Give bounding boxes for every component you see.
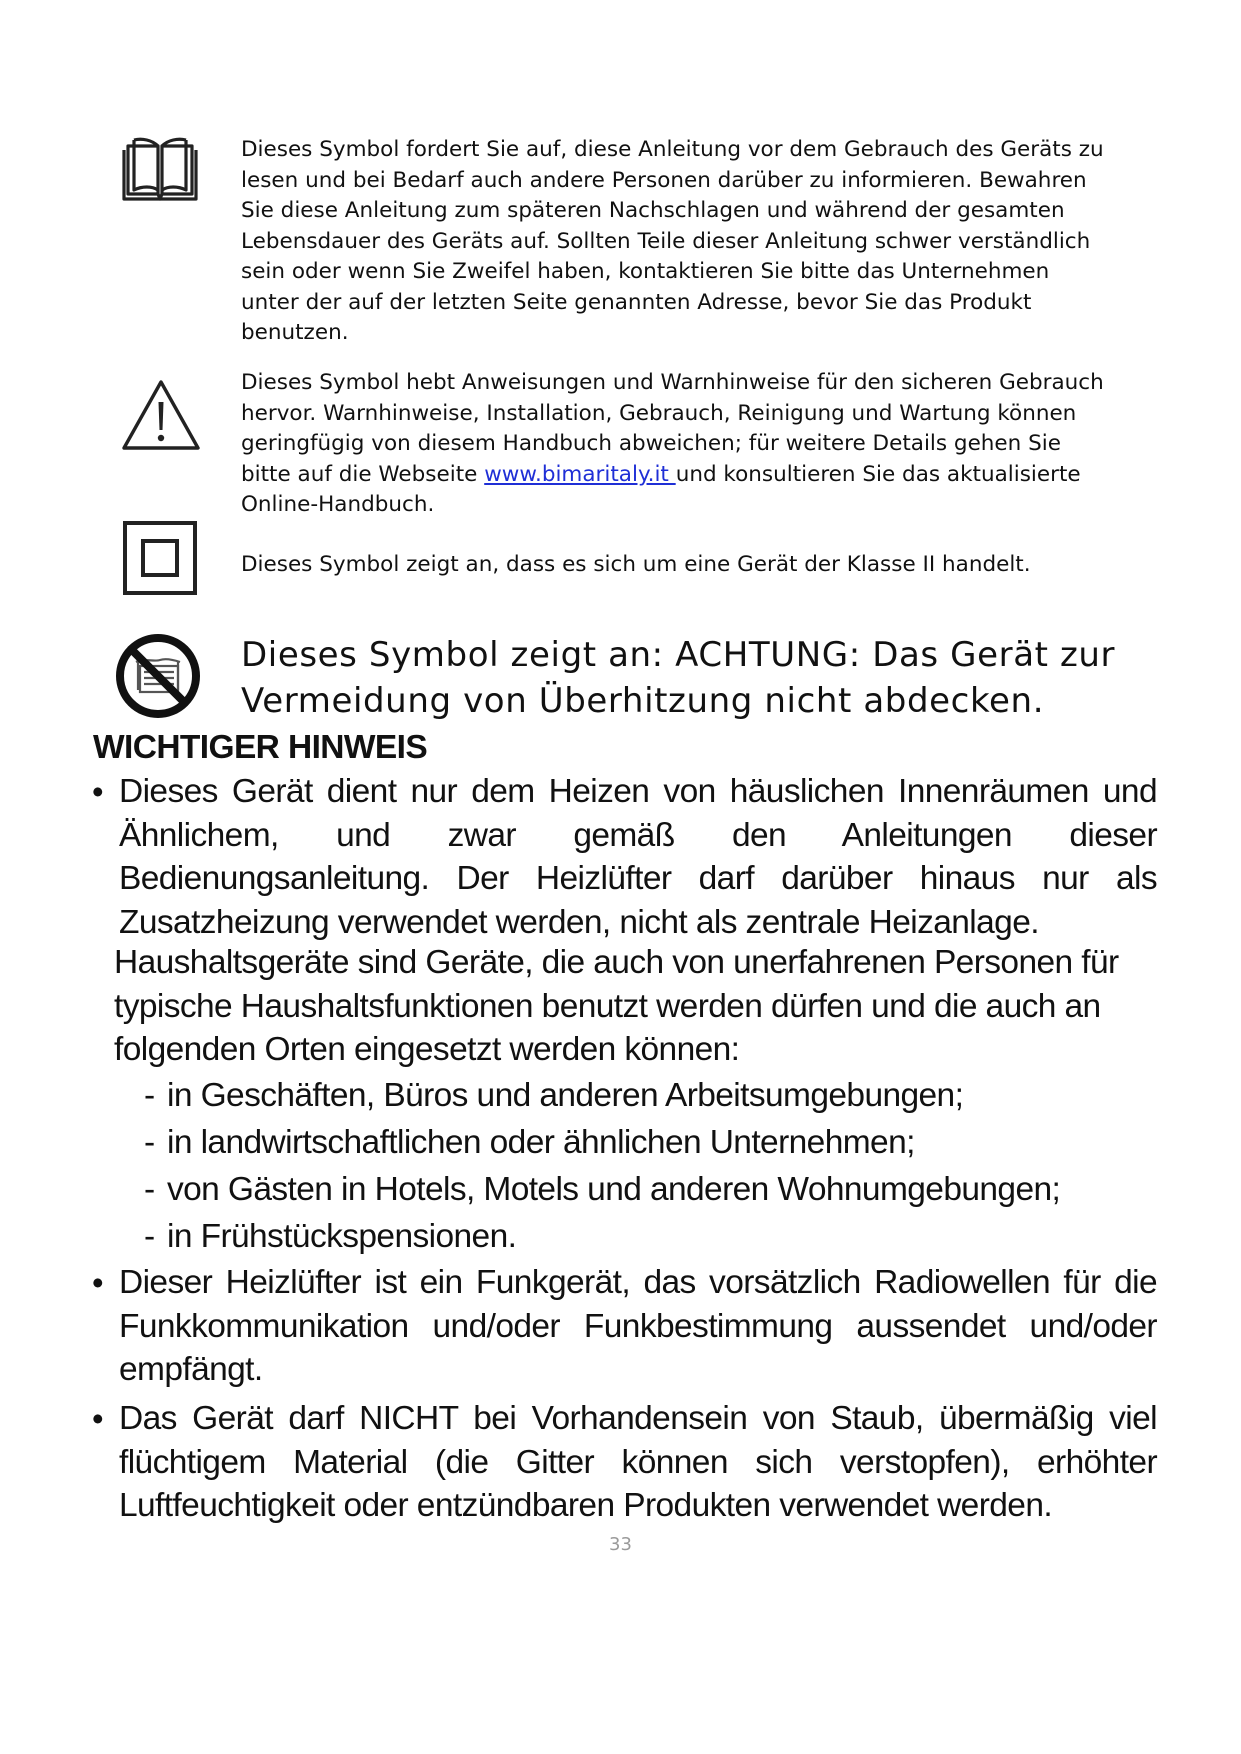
double-square-icon: [122, 520, 198, 596]
list-item: - in Geschäften, Büros und anderen Arbeitsumgebungen;: [144, 1077, 964, 1114]
bullet-text-radio: Dieser Heizlüfter ist ein Funkgerät, das vorsätzlich Radiowellen für die Funkkommunikation und/oder Funkbestimmung aussendet und/oder empfängt.: [119, 1264, 1157, 1388]
bullet-marker: •: [92, 1400, 103, 1437]
list-item: - in Frühstückspensionen.: [144, 1218, 517, 1255]
warning-triangle-icon: [120, 378, 202, 452]
bullet-item-environment: [92, 1397, 1157, 1528]
warning-text-start: Dieses Symbol hebt Anweisungen und Warnhinweise für den sicheren Gebrauch hervor. Warnhinweise, Installation, Gebrauch, Reinigung und Wartung können geringfügig von diesem Handbuch abweichen; für weitere Details gehen Sie bitte auf die Webseite: [241, 370, 1104, 487]
list-item: - in landwirtschaftlichen oder ähnlichen Unternehmen;: [144, 1124, 915, 1161]
nocover-text-emphasis: ACHTUNG: [675, 635, 849, 675]
page-number: 33: [609, 1534, 632, 1555]
household-paragraph: Haushaltsgeräte sind Geräte, die auch von unerfahrenen Personen für typische Haushaltsfunktionen benutzt werden dürfen und die auch an folgenden Orten eingesetzt werden können:: [114, 944, 1119, 1068]
nocover-text-prefix: Dieses Symbol zeigt an:: [241, 635, 676, 675]
website-link[interactable]: www.bimaritaly.it: [484, 461, 676, 487]
book-icon: [122, 136, 198, 202]
list-item: - von Gästen in Hotels, Motels und anderen Wohnumgebungen;: [144, 1171, 1061, 1208]
class2-symbol-description: Dieses Symbol zeigt an, dass es sich um eine Gerät der Klasse II handelt.: [241, 552, 1031, 577]
bullet-marker: •: [92, 1264, 103, 1301]
bullet-text-usage: Dieses Gerät dient nur dem Heizen von häuslichen Innenräumen und Ähnlichem, und zwar gemäß den Anleitungen dieser Bedienungsanleitung. Der Heizlüfter darf darüber hinaus nur als Zusatzheizung verwendet werden, nicht als zentrale Heizanlage.: [119, 773, 1157, 941]
class2-symbol-text: [241, 550, 1111, 581]
bullet-text-environment: Das Gerät darf NICHT bei Vorhandensein von Staub, übermäßig viel flüchtigem Material (die Gitter können sich verstopfen), erhöhter Luftfeuchtigkeit oder entzündbaren Produkten verwendet werden.: [119, 1400, 1157, 1524]
nocover-text-suffix: : Das Gerät zur Vermeidung von Überhitzung nicht abdecken.: [241, 635, 1116, 721]
nocover-symbol-text: [241, 632, 1141, 724]
warning-symbol-text: [241, 368, 1111, 521]
important-notice-heading: WICHTIGER HINWEIS: [93, 729, 428, 766]
bullet-item-radio: [92, 1261, 1157, 1392]
manual-symbol-text: [241, 135, 1111, 349]
do-not-cover-icon: [114, 632, 202, 720]
bullet-item-usage: [92, 770, 1157, 944]
bullet-marker: •: [92, 773, 103, 810]
places-list: [144, 1072, 1060, 1260]
warning-text-end: und konsultieren Sie das aktualisierte Online-Handbuch.: [241, 461, 1081, 517]
manual-symbol-description: Dieses Symbol fordert Sie auf, diese Anleitung vor dem Gebrauch des Geräts zu lesen und bei Bedarf auch andere Personen darüber zu informieren. Bewahren Sie diese Anleitung zum späteren Nachschlagen und während der gesamten Lebensdauer des Geräts auf. Sollten Teile dieser Anleitung schwer verständlich sein oder wenn Sie Zweifel haben, kontaktieren Sie bitte das Unternehmen unter der auf der letzten Seite genannten Adresse, bevor Sie das Produkt benutzen.: [241, 137, 1104, 345]
